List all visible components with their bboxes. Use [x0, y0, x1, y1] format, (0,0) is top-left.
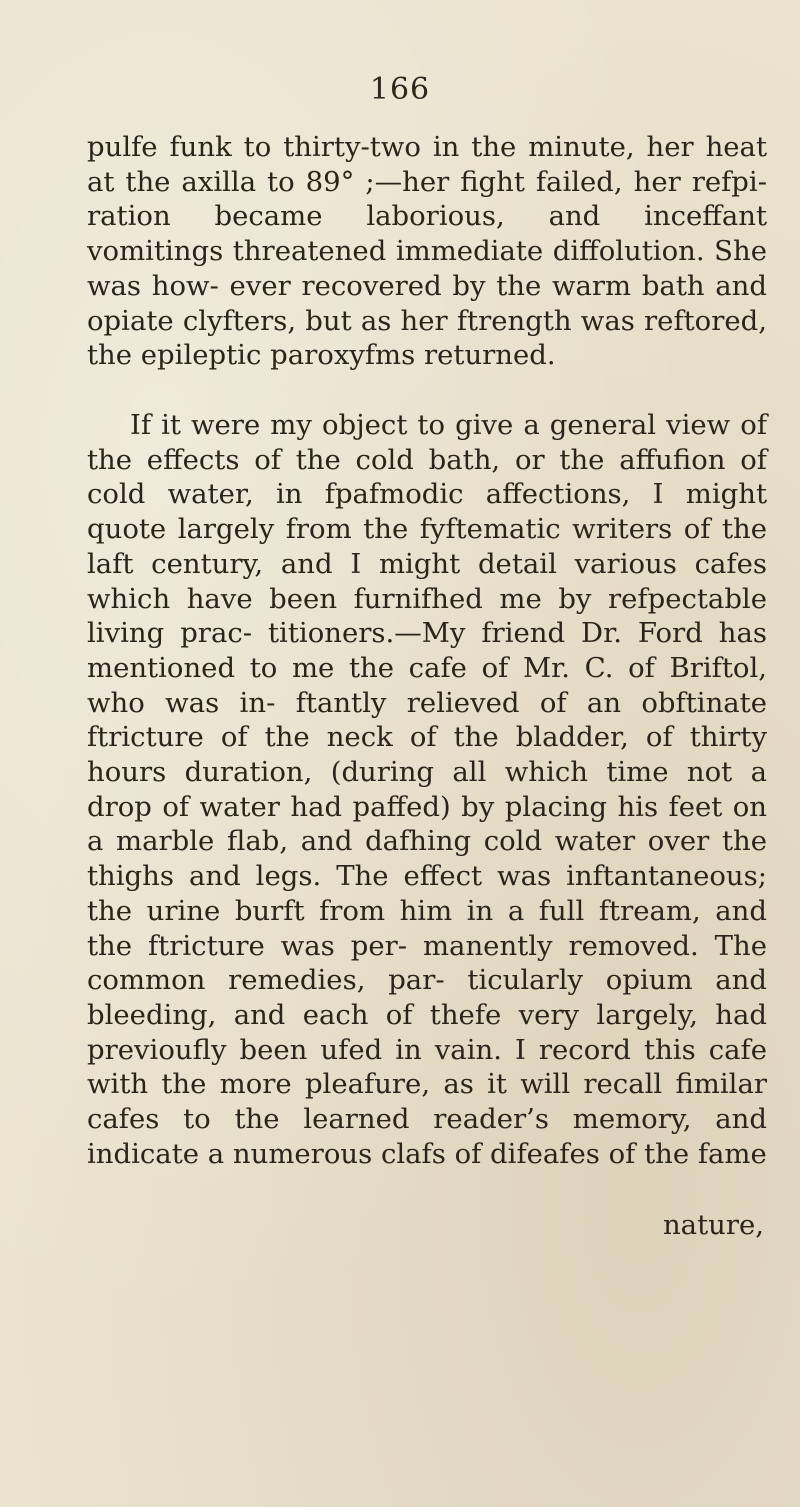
paragraph-1-text: pulfe funk to thirty-two in the minute, her heat at the axilla to 89° ;—her fight failed, her refpi- ration became laborious, and inceffant vomitings threatened immediate diffolution. She was how- ever recovered by the warm bath and opiate clyfters, but as her ftrength was reftored, the epileptic paroxyfms returned.: [87, 131, 767, 372]
paragraph-1: [87, 130, 767, 373]
paragraph-2: [87, 408, 767, 1171]
paragraph-2-text: If it were my object to give a general view of the effects of the cold bath, or the affufion of cold water, in fpafmodic affections, I might quote largely from the fyftematic writers of the laft century, and I might detail various cafes which have been furnifhed me by refpectable living prac- titioners.—My friend Dr. Ford has mentioned to me the cafe of Mr. C. of Briftol, who was in- ftantly relieved of an obftinate ftricture of the neck of the bladder, of thirty hours duration, (during all which time not a drop of water had paffed) by placing his feet on a marble flab, and dafhing cold water over the thighs and legs. The effect was inftantaneous; the urine burft from him in a full ftream, and the ftricture was per- manently removed. The common remedies, par- ticularly opium and bleeding, and each of thefe very largely, had previoufly been ufed in vain. I record this cafe with the more pleafure, as it will recall fimilar cafes to the learned reader’s memory, and indicate a numerous clafs of difeafes of the fame: [87, 409, 767, 1170]
page-number: 166: [369, 72, 431, 107]
catchword: nature,: [662, 1209, 764, 1241]
